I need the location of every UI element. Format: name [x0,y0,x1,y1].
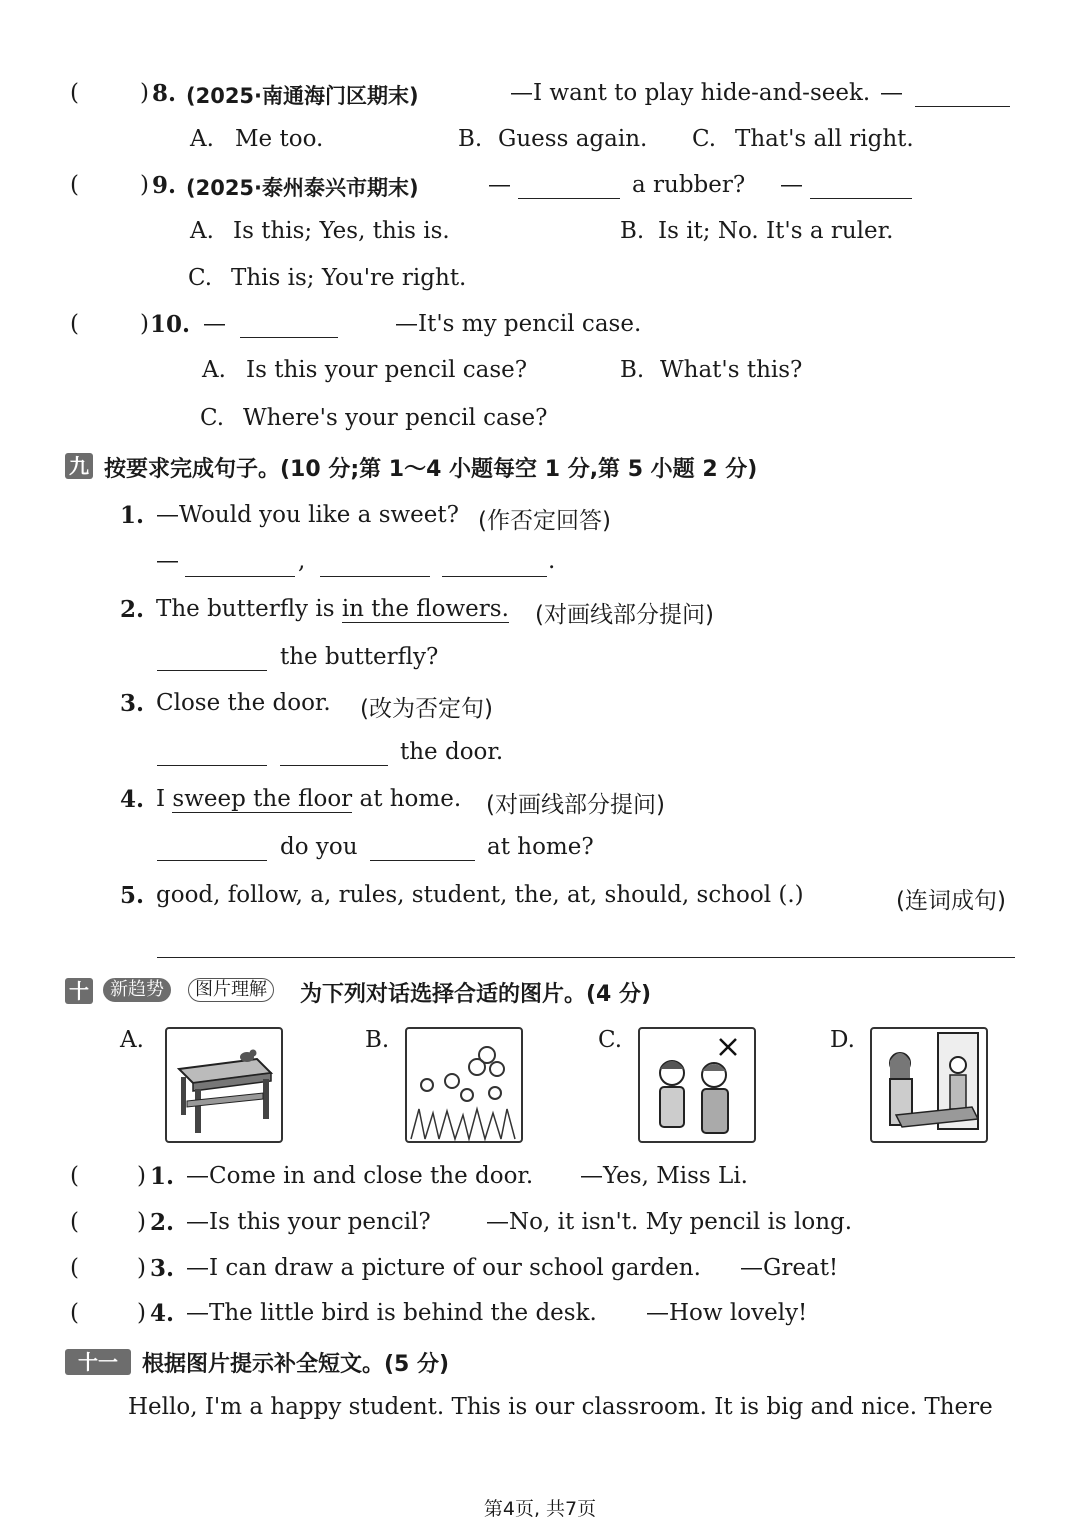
picture-label: A. [120,1027,144,1053]
section-title: 为下列对话选择合适的图片。(4 分) [300,982,652,1007]
option-text: Is this your pencil case? [246,357,528,383]
question-text: a rubber? [632,172,746,198]
question-text: —The little bird is behind the desk. [186,1300,597,1326]
answer-blank[interactable] [157,840,267,861]
item-text: Close the door. [156,690,331,716]
option-text: That's all right. [735,126,914,152]
desk-bird-illustration [167,1029,281,1141]
section-badge: 十 [65,978,93,1004]
picture-desk-bird [165,1027,283,1143]
answer-paren-close: ) [140,80,149,106]
answer-blank[interactable] [157,650,267,671]
question-number: 3. [150,1255,175,1282]
picture-classroom-door [870,1027,988,1143]
answer-blank[interactable] [370,840,475,861]
item-text [156,596,509,622]
answer-blank[interactable] [240,317,338,338]
dash: — [880,80,903,106]
option-text: Where's your pencil case? [243,405,548,431]
question-text: —Is this your pencil? [186,1209,431,1235]
item-text-pre: The butterfly is [156,596,342,622]
question-text: —I want to play hide-and-seek. [510,80,871,106]
question-reply: —No, it isn't. My pencil is long. [486,1209,853,1235]
answer-blank[interactable] [810,178,912,199]
answer-blank[interactable] [320,556,430,577]
question-reply: —Yes, Miss Li. [580,1163,748,1189]
garden-illustration [407,1029,521,1141]
page-footer: 第4页, 共7页 [483,1498,597,1520]
question-number: 10. [150,311,191,338]
item-text: the door. [400,739,504,765]
option-text: Me too. [235,126,324,152]
question-number: 1. [150,1163,175,1190]
answer-paren-open: ( [70,311,79,337]
option-letter: C. [188,265,213,291]
picture-garden [405,1027,523,1143]
answer-paren-close: ) [140,172,149,198]
answer-blank[interactable] [157,745,267,766]
option-letter: A. [190,126,214,152]
item-note: (作否定回答) [478,508,611,534]
option-letter: C. [200,405,225,431]
item-text: do you [280,834,358,860]
section-badge: 十一 [65,1349,131,1375]
question-reply: —Great! [740,1255,839,1281]
item-text: —Would you like a sweet? [156,502,459,528]
option-text: This is; You're right. [231,265,467,291]
option-letter: B. [458,126,483,152]
dash: — [203,311,226,337]
answer-paren-open: ( [70,1163,79,1189]
answer-paren-open: ( [70,1300,79,1326]
option-letter: A. [190,218,214,244]
answer-blank[interactable] [280,745,388,766]
item-note: (对画线部分提问) [535,602,714,628]
trend-tag: 新趋势 [103,978,171,1002]
type-tag: 图片理解 [188,978,274,1002]
section-badge: 九 [65,453,93,479]
option-letter: A. [202,357,226,383]
option-letter: C. [692,126,717,152]
question-reply: —How lovely! [646,1300,808,1326]
answer-blank[interactable] [185,556,295,577]
picture-two-kids [638,1027,756,1143]
answer-paren-close: ) [137,1209,146,1235]
question-source: (2025·南通海门区期末) [186,84,419,108]
item-text-post: at home. [352,786,462,812]
question-text: —Come in and close the door. [186,1163,534,1189]
answer-blank[interactable] [915,86,1010,107]
item-text: at home? [487,834,594,860]
dash: — [780,172,803,198]
classroom-door-illustration [872,1029,986,1141]
dash: — [488,172,511,198]
answer-paren-open: ( [70,172,79,198]
answer-line[interactable] [157,957,1015,958]
option-text: Is it; No. It's a ruler. [658,218,894,244]
item-note: (改为否定句) [360,696,493,722]
answer-paren-close: ) [137,1255,146,1281]
option-text: Is this; Yes, this is. [233,218,450,244]
underlined-phrase: in the flowers. [341,596,509,622]
answer-paren-close: ) [137,1300,146,1326]
answer-paren-open: ( [70,80,79,106]
item-text: the butterfly? [280,644,439,670]
dash: — [156,548,179,574]
period: . [548,548,556,574]
two-kids-illustration [640,1029,754,1141]
question-source: (2025·泰州泰兴市期末) [186,176,419,200]
item-number: 3. [120,690,145,717]
underlined-phrase: sweep the floor [172,786,353,812]
passage-text: Hello, I'm a happy student. This is our classroom. It is big and nice. There [128,1394,993,1420]
picture-label: B. [365,1027,390,1053]
answer-paren-open: ( [70,1209,79,1235]
option-letter: B. [620,357,645,383]
question-text: —It's my pencil case. [395,311,642,337]
item-number: 4. [120,786,145,813]
question-number: 9. [152,172,177,199]
item-text: good, follow, a, rules, student, the, at, should, school (.) [156,882,804,908]
answer-blank[interactable] [518,178,620,199]
section-title: 根据图片提示补全短文。(5 分) [142,1352,450,1377]
item-text [156,786,461,812]
option-text: What's this? [660,357,803,383]
item-number: 5. [120,882,145,909]
question-number: 2. [150,1209,175,1236]
answer-paren-open: ( [70,1255,79,1281]
question-number: 8. [152,80,177,107]
answer-blank[interactable] [442,556,547,577]
item-number: 2. [120,596,145,623]
item-number: 1. [120,502,145,529]
picture-label: C. [598,1027,623,1053]
item-note: (对画线部分提问) [486,792,665,818]
question-text: —I can draw a picture of our school garden. [186,1255,701,1281]
answer-paren-close: ) [140,311,149,337]
picture-label: D. [830,1027,855,1053]
option-text: Guess again. [498,126,648,152]
item-note: (连词成句) [896,888,1006,914]
item-text-pre: I [156,786,173,812]
section-title: 按要求完成句子。(10 分;第 1～4 小题每空 1 分,第 5 小题 2 分) [104,457,758,482]
answer-paren-close: ) [137,1163,146,1189]
comma: , [298,548,306,574]
option-letter: B. [620,218,645,244]
question-number: 4. [150,1300,175,1327]
